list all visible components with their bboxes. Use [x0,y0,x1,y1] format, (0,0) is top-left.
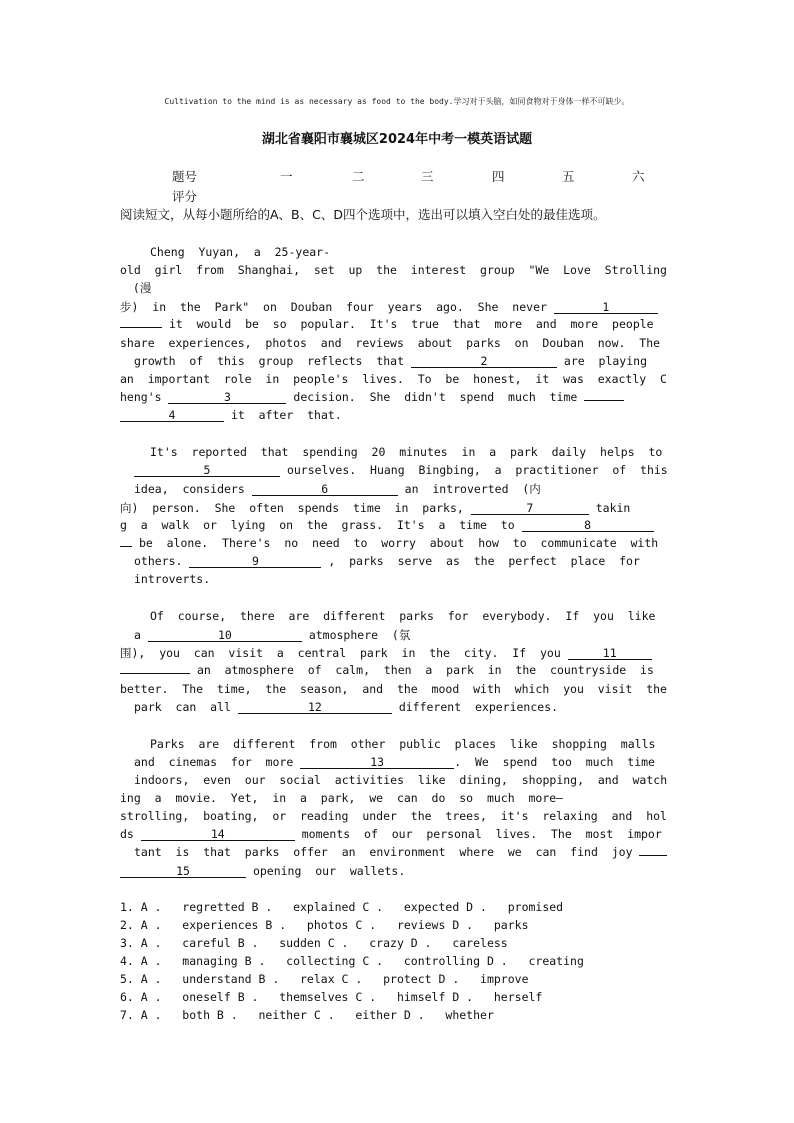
passage-line: 4 it after that. [120,408,342,422]
score-row-label: 题号 [172,169,198,184]
score-col-3: 三 [421,169,434,184]
question-options: 4. A . managing B . collecting C . controlling D . creating [120,954,584,968]
passage-line: and cinemas for more 13 . We spend too much time [134,755,655,769]
passage-line: share experiences, photos and reviews about parks on Douban now. The [120,336,661,350]
passage-line: old girl from Shanghai, set up the interest group "We Love Strolling [120,263,667,277]
answer-blank[interactable]: 8 [522,519,654,532]
answer-blank[interactable]: 10 [148,629,302,642]
passage-line: (漫 [126,281,152,295]
question-options: 2. A . experiences B . photos C . reviews D . parks [120,918,529,932]
score-col-4: 四 [492,169,505,184]
passage-line: 5 ourselves. Huang Bingbing, a practitioner of this [134,463,668,477]
answer-blank[interactable]: 11 [568,647,652,660]
answer-blank[interactable]: 6 [252,483,398,496]
passage-line: others. 9 , parks serve as the perfect place for [134,554,640,568]
passage-line: indoors, even our social activities like dining, shopping, and watch [134,773,668,787]
passage-line: Cheng Yuyan, a 25-year- [150,245,331,259]
answer-blank[interactable]: 4 [120,409,224,422]
score-col-2: 二 [352,169,365,184]
question-options: 3. A . careful B . sudden C . crazy D . careless [120,936,508,950]
passage-line: heng's 3 decision. She didn't spend much time [120,390,624,404]
passage-line: 15 opening our wallets. [120,864,405,878]
passage-line: ing a movie. Yet, in a park, we can do so much more— [120,791,564,805]
answer-blank[interactable]: 1 [554,301,658,314]
passage-line: park can all 12 different experiences. [134,700,559,714]
answer-blank[interactable]: 13 [300,756,454,769]
passage-line: it would be so popular. It's true that more and more people [120,317,654,331]
answer-blank-tail [120,546,132,547]
question-options: 6. A . oneself B . themselves C . himself D . herself [120,990,543,1004]
passage-line: Of course, there are different parks for everybody. If you like [150,609,656,623]
answer-blank[interactable]: 2 [411,355,557,368]
answer-blank[interactable]: 5 [134,464,280,477]
passage-line: 向) person. She often spends time in parks, 7 takin [120,501,631,515]
answer-blank-tail [120,673,190,674]
passage-line: be alone. There's no need to worry about how to communicate with [120,536,658,550]
answer-blank[interactable]: 7 [471,502,589,515]
question-options: 1. A . regretted B . explained C . expected D . promised [120,900,564,914]
passage-line: a 10 atmosphere (氛 [134,628,411,642]
passage-line: an atmosphere of calm, then a park in the countryside is [120,663,654,677]
question-options: 5. A . understand B . relax C . protect D . improve [120,972,529,986]
answer-blank[interactable]: 3 [168,391,286,404]
passage-line: g a walk or lying on the grass. It's a time to 8 [120,518,654,532]
passage-line: It's reported that spending 20 minutes in a park daily helps to [150,445,663,459]
answer-blank-lead [639,855,667,856]
answer-blank-tail [120,327,162,328]
passage-line: Parks are different from other public places like shopping malls [150,737,656,751]
score-col-5: 五 [562,169,575,184]
passage-line: strolling, boating, or reading under the trees, it's relaxing and hol [120,809,667,823]
score-row-label: 评分 [172,189,198,204]
score-col-6: 六 [632,169,645,184]
passage-line: tant is that parks offer an environment where we can find joy [134,845,667,859]
header-motto: Cultivation to the mind is as necessary as food to the body.学习对于头脑，如同食物对于身体一样不可缺少。 [164,97,630,106]
question-options: 7. A . both B . neither C . either D . whether [120,1008,494,1022]
passage-line: introverts. [134,572,211,586]
passage-line: ds 14 moments of our personal lives. The most impor [120,827,662,841]
answer-blank[interactable]: 14 [141,828,295,841]
passage-line: growth of this group reflects that 2 are playing [134,354,647,368]
passage-line: 围), you can visit a central park in the city. If you 11 [120,645,652,661]
score-col-1: 一 [280,169,293,184]
answer-blank[interactable]: 12 [238,701,392,714]
answer-blank[interactable]: 9 [189,555,321,568]
passage-line: an important role in people's lives. To be honest, it was exactly C [120,372,667,386]
answer-blank[interactable]: 15 [120,865,246,878]
passage-line: idea, considers 6 an introverted (内 [134,482,541,496]
page-title: 湖北省襄阳市襄城区2024年中考一模英语试题 [261,132,533,147]
passage-line: 步) in the Park" on Douban four years ago. She never 1 [120,299,658,315]
answer-blank-lead [584,400,624,401]
passage-line: better. The time, the season, and the mood with which you visit the [120,682,667,696]
instruction-text: 阅读短文，从每小题所给的A、B、C、D四个选项中，选出可以填入空白处的最佳选项。 [120,207,606,222]
